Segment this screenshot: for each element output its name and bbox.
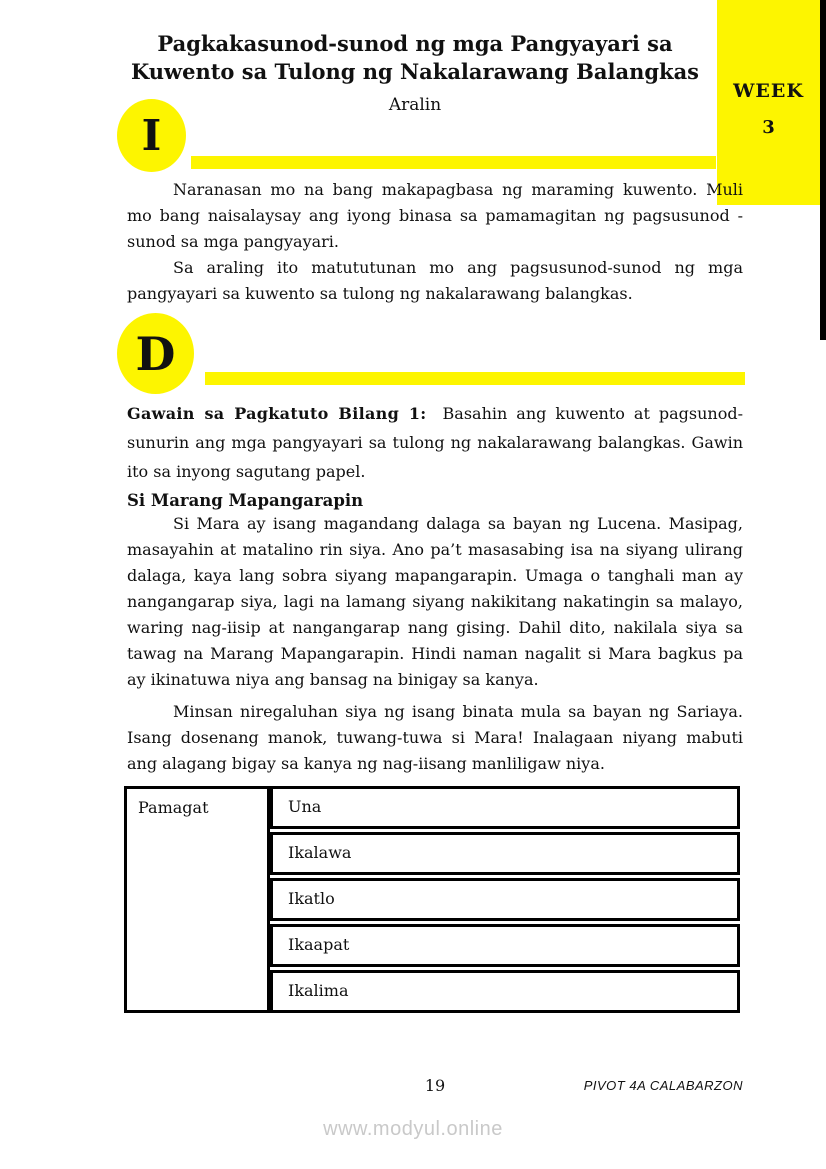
story-paragraph-2: Minsan niregaluhan siya ng isang binata mula sa bayan ng Sariaya. Isang dosenang manok, tuwang-tuwa si Mara! Inalagaan niyang mabuti ang alagang bigay sa kanya ng nag-iisang manliligaw niya. bbox=[127, 702, 743, 773]
story-text bbox=[127, 511, 743, 777]
intro-paragraph-1: Naranasan mo na bang makapagbasa ng maraming kuwento. Muli mo bang naisalaysay ang iyong binasa sa pamamagitan ng pagsusunod -sunod sa mga pangyayari. bbox=[127, 180, 743, 251]
story-paragraph-1: Si Mara ay isang magandang dalaga sa bayan ng Lucena. Masipag, masayahin at matalino rin siya. Ano pa’t masasabing isa na siyang ulirang dalaga, kaya lang sobra siyang mapangarapin. Umaga o tanghali man ay nangangarap siya, lagi na lamang siyang nakikitang nakatingin sa malayo, waring nag-iisip at nangangarap nang gising. Dahil dito, nakilala siya sa tawag na Marang Mapangarapin. Hindi naman nagalit si Mara bagkus pa ay ikinatuwa niya ang bansag na binigay sa kanya. bbox=[127, 514, 743, 689]
activity-instructions: Basahin ang kuwento at pagsunod-sunurin ang mga pangyayari sa tulong ng nakalarawang balangkas. Gawin ito sa inyong sagutang papel. bbox=[127, 404, 744, 481]
table-row-label: Ikalawa bbox=[288, 843, 352, 862]
section-badge-introduction bbox=[117, 99, 186, 172]
sequence-table bbox=[124, 786, 740, 1013]
section-bar-development bbox=[205, 372, 745, 385]
table-row-label: Ikalima bbox=[288, 981, 349, 1000]
table-row-label: Ikatlo bbox=[288, 889, 335, 908]
page-edge-rule bbox=[820, 0, 826, 340]
week-number: 3 bbox=[762, 117, 775, 138]
page-number: 19 bbox=[424, 1076, 446, 1095]
week-label: WEEK bbox=[733, 80, 804, 102]
section-badge-development bbox=[117, 313, 194, 394]
table-row-una bbox=[270, 786, 740, 829]
intro-text bbox=[127, 177, 743, 307]
section-bar-introduction bbox=[191, 156, 716, 169]
section-letter-i: I bbox=[141, 111, 162, 160]
table-row-ikalawa bbox=[270, 832, 740, 875]
table-header-cell bbox=[124, 786, 270, 1013]
table-row-ikatlo bbox=[270, 878, 740, 921]
page-footer bbox=[127, 1076, 743, 1096]
story-title: Si Marang Mapangarapin bbox=[127, 491, 364, 510]
activity-label: Gawain sa Pagkatuto Bilang 1: bbox=[127, 404, 427, 423]
lesson-subtitle: Aralin bbox=[388, 95, 442, 115]
intro-paragraph-2: Sa araling ito matututunan mo ang pagsusunod-sunod ng mga pangyayari sa kuwento sa tulong ng nakalarawang balangkas. bbox=[127, 258, 743, 303]
page-title-line2: Kuwento sa Tulong ng Nakalarawang Balangkas bbox=[130, 59, 700, 84]
page-title-line1: Pagkakasunod-sunod ng mga Pangyayari sa bbox=[157, 31, 673, 56]
table-row-ikalima bbox=[270, 970, 740, 1013]
table-row-label: Una bbox=[288, 797, 322, 816]
watermark: www.modyul.online bbox=[323, 1118, 503, 1140]
page-title bbox=[95, 30, 735, 86]
table-row-ikaapat bbox=[270, 924, 740, 967]
module-label: PIVOT 4A CALABARZON bbox=[583, 1078, 743, 1093]
activity-block bbox=[127, 399, 743, 486]
table-header-label: Pamagat bbox=[138, 798, 209, 817]
table-row-label: Ikaapat bbox=[288, 935, 350, 954]
section-letter-d: D bbox=[135, 326, 176, 381]
activity-paragraph bbox=[127, 399, 743, 486]
